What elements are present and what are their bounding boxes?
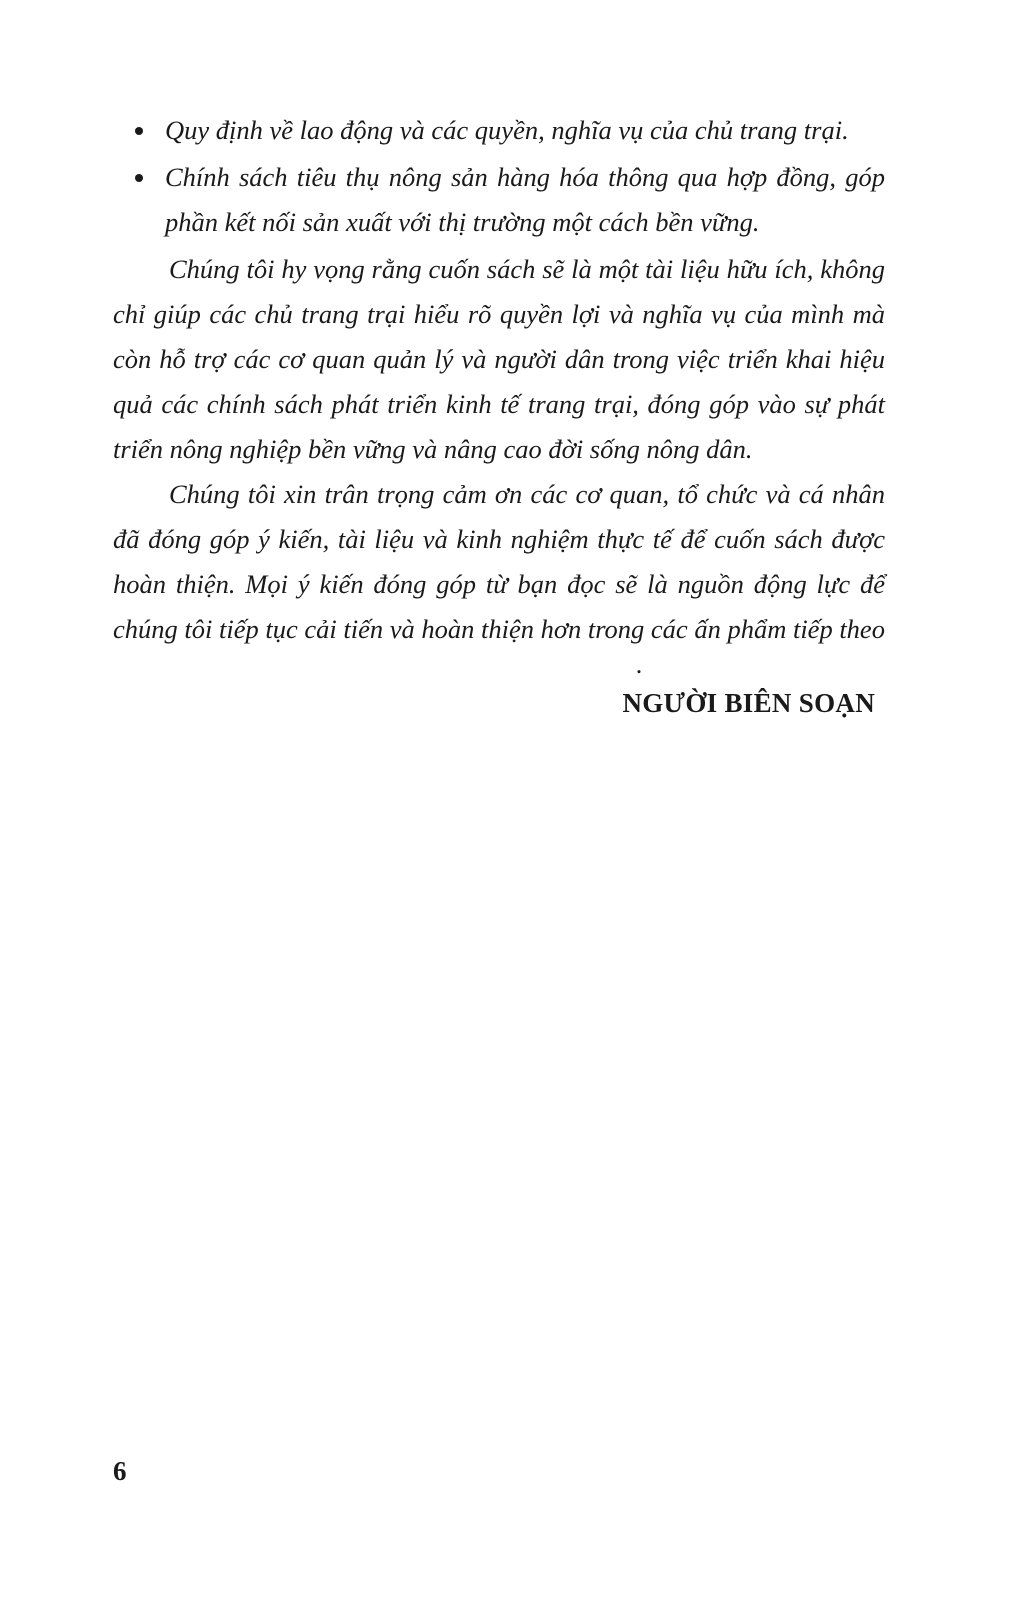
- page-content: [113, 108, 885, 719]
- separator-dot: .: [635, 650, 643, 679]
- list-item: [113, 108, 885, 153]
- author-signature: NGƯỜI BIÊN SOẠN: [622, 688, 875, 718]
- bullet-dot-icon: [135, 127, 143, 135]
- list-item-text: Chính sách tiêu thụ nông sản hàng hóa thông qua hợp đồng, góp phần kết nối sản xuất với thị trường một cách bền vững.: [165, 162, 885, 237]
- page-number: 6: [113, 1456, 127, 1486]
- body-paragraph-1: Chúng tôi hy vọng rằng cuốn sách sẽ là một tài liệu hữu ích, không chỉ giúp các chủ trang trại hiểu rõ quyền lợi và nghĩa vụ của mình mà còn hỗ trợ các cơ quan quản lý và người dân trong việc triển khai hiệu quả các chính sách phát triển kinh tế trang trại, đóng góp vào sự phát triển nông nghiệp bền vững và nâng cao đời sống nông dân.: [113, 254, 885, 464]
- list-item-text: Quy định về lao động và các quyền, nghĩa vụ của chủ trang trại.: [165, 115, 849, 145]
- bullet-dot-icon: [135, 174, 143, 182]
- bullet-list: [113, 108, 885, 245]
- list-item: [113, 155, 885, 245]
- body-paragraph-2: Chúng tôi xin trân trọng cảm ơn các cơ quan, tổ chức và cá nhân đã đóng góp ý kiến, tài liệu và kinh nghiệm thực tế để cuốn sách được hoàn thiện. Mọi ý kiến đóng góp từ bạn đọc sẽ là nguồn động lực để chúng tôi tiếp tục cải tiến và hoàn thiện hơn trong các ấn phẩm tiếp theo: [113, 479, 885, 644]
